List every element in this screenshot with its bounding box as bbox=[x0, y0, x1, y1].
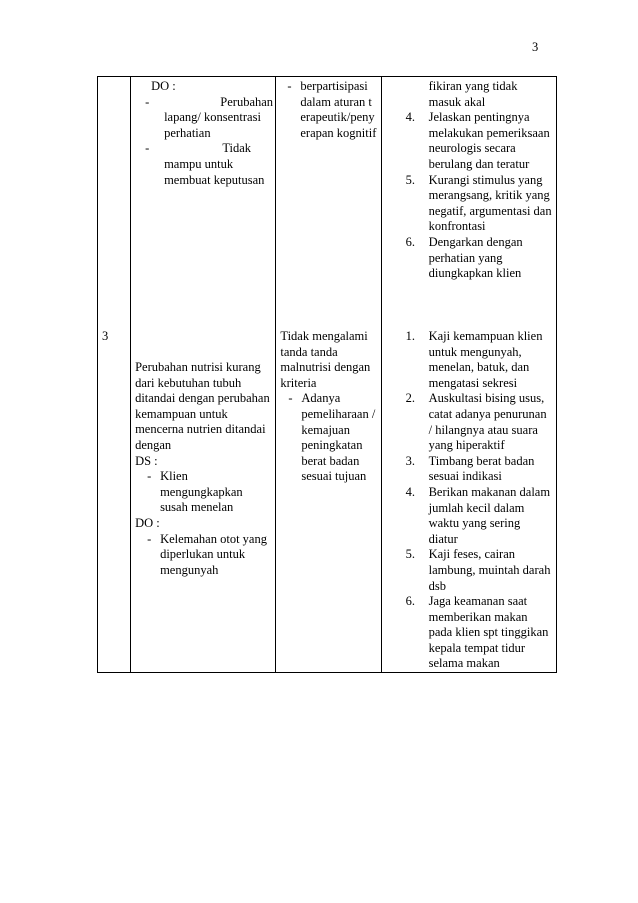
list-item: 4. Berikan makanan dalam jumlah kecil dalam waktu yang sering diatur bbox=[405, 484, 551, 546]
page-number: 3 bbox=[532, 40, 539, 54]
list-item: 5. Kaji feses, cairan lambung, muintah darah dsb bbox=[405, 547, 551, 593]
list-item: - Kelemahan otot yang diperlukan untuk mengunyah bbox=[141, 532, 271, 579]
outcome-text: Tidak mengalami tanda tanda malnutrisi dengan kriteria bbox=[280, 329, 371, 390]
continuation-text: fikiran yang tidak masuk akal bbox=[428, 79, 518, 109]
row-number: 3 bbox=[102, 329, 109, 343]
list-item: 1. Kaji kemampuan klien untuk mengunyah, menelan, batuk, dan mengatasi sekresi bbox=[405, 329, 543, 390]
list-item: 6. Jaga keamanan saat memberikan makan pada klien spt tinggikan kepala tempat tidur selama makan bbox=[405, 594, 549, 671]
item-lead: - Tidak bbox=[222, 141, 252, 156]
do-label: DO : bbox=[135, 515, 160, 530]
list-item: 4. Jelaskan pentingnya melakukan pemeriksaan neurologis secara berulang dan teratur bbox=[405, 110, 550, 171]
list-item bbox=[145, 141, 273, 188]
data-cell bbox=[131, 77, 276, 328]
outcome-cell bbox=[276, 77, 381, 328]
table-row bbox=[98, 327, 557, 673]
intervention-cell bbox=[381, 327, 556, 673]
list-item bbox=[281, 79, 376, 141]
list-item: 5. Kurangi stimulus yang merangsang, kritik yang negatif, argumentasi dan konfrontasi bbox=[405, 172, 552, 234]
item-text: mampu untuk membuat keputusan bbox=[164, 156, 265, 187]
list-item: 2. Auskultasi bising usus, catat adanya penurunan / hilangnya atau suara yang hiperaktif bbox=[405, 391, 547, 453]
table-row bbox=[98, 77, 557, 328]
ds-label: DS : bbox=[135, 453, 158, 468]
list-item: - Adanya pemeliharaan / kemajuan peningkatan berat badan sesuai tujuan bbox=[282, 391, 376, 485]
intervention-cell bbox=[381, 77, 556, 328]
list-item bbox=[145, 95, 273, 142]
row-number-cell bbox=[98, 77, 131, 328]
list-item: 6. Dengarkan dengan perhatian yang diungkapkan klien bbox=[405, 234, 523, 281]
diagnosis-text: Perubahan nutrisi kurang dari kebutuhan tubuh ditandai dengan perubahan kemampuan untuk mencerna nutrien ditandai dengan bbox=[135, 360, 270, 452]
item-text: lapang/ konsentrasi perhatian bbox=[164, 110, 261, 140]
item-lead: - Perubahan bbox=[220, 94, 274, 109]
item-text: berpartisipasi dalam aturan terapeutik/penyerapan kognitif bbox=[300, 79, 377, 140]
data-cell bbox=[131, 327, 276, 673]
list-item: 3. Timbang berat badan sesuai indikasi bbox=[405, 453, 535, 484]
row-number-cell bbox=[98, 327, 131, 673]
nursing-care-plan-table bbox=[97, 76, 557, 673]
list-item: - Klien mengungkapkan susah menelan bbox=[141, 469, 271, 516]
do-label: DO : bbox=[151, 79, 176, 93]
outcome-cell bbox=[276, 327, 381, 673]
